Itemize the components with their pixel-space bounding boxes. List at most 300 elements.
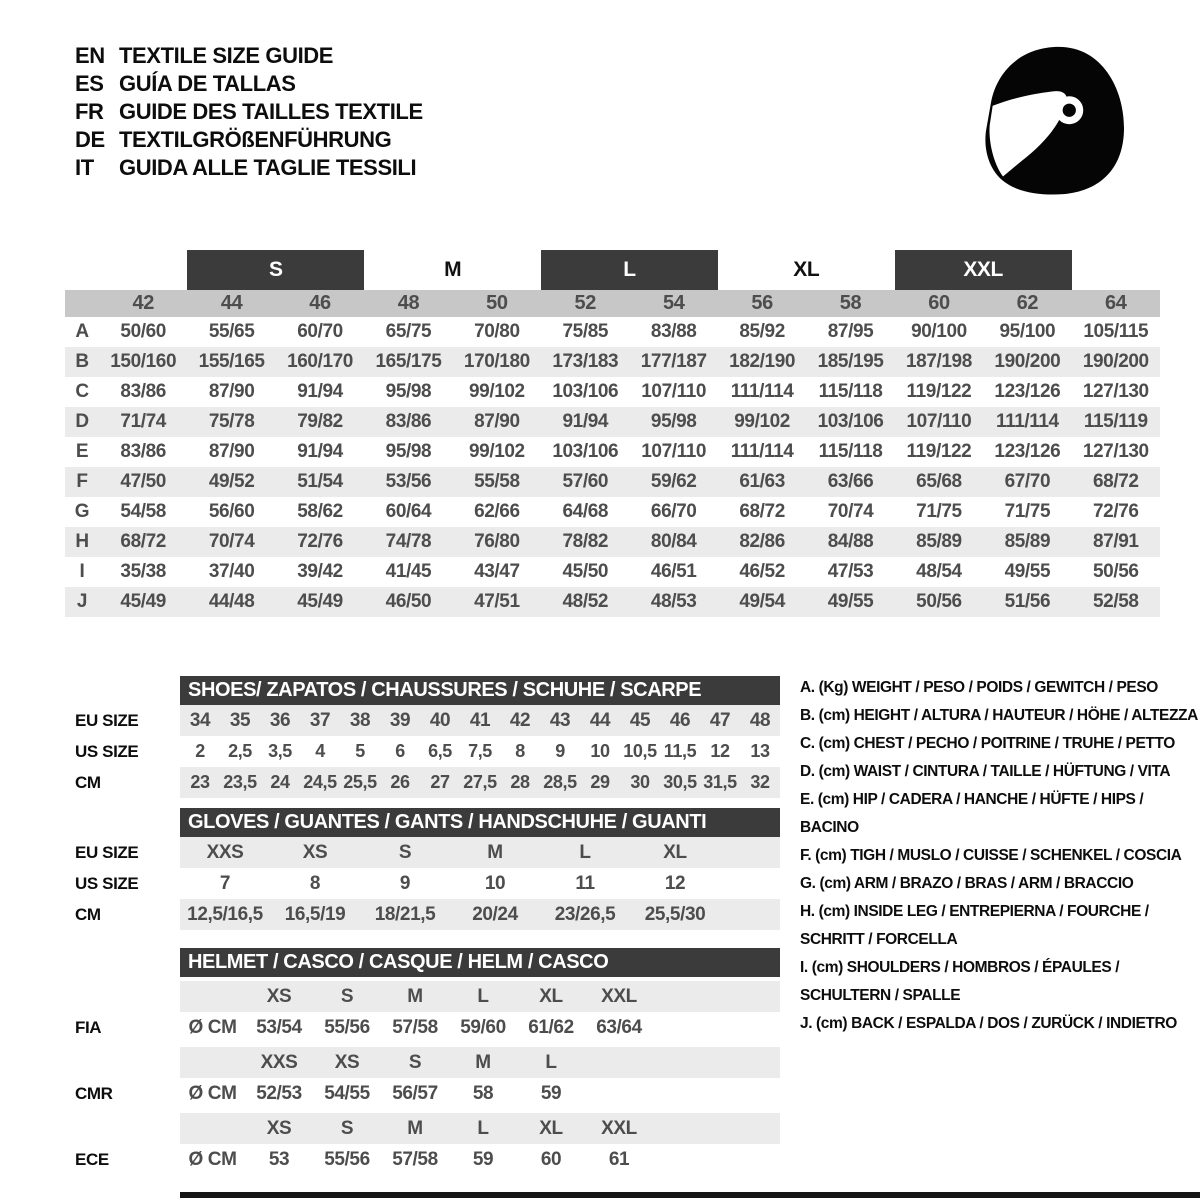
size-cell: 61/62	[528, 1017, 574, 1038]
standard-label: ECE	[75, 1149, 109, 1169]
size-group-cell: XXL	[895, 250, 1072, 290]
row-letter: F	[76, 471, 88, 492]
size-value-cell: 103/106	[552, 441, 619, 462]
size-value-cell: 60/70	[297, 321, 343, 342]
size-cell: XL	[539, 1118, 563, 1139]
size-cell: 36	[269, 710, 291, 731]
size-value-cell: 95/98	[385, 381, 432, 402]
size-cell: 27	[430, 772, 450, 792]
size-value-cell: 52/58	[1093, 591, 1139, 612]
size-cell: XS	[302, 842, 328, 863]
size-value-cell: 115/119	[1083, 411, 1148, 432]
helmet-sizes-row	[180, 1047, 780, 1078]
size-cell: 27,5	[463, 772, 497, 792]
language-code: FR	[75, 99, 104, 124]
size-value-cell: 107/110	[906, 411, 972, 432]
size-value-cell: 107/110	[641, 381, 707, 402]
legend-item: G. (cm) ARM / BRAZO / BRAS / ARM / BRACCIO	[800, 875, 1134, 892]
size-cell: 43	[549, 710, 571, 731]
measurement-rows	[65, 317, 1160, 617]
size-cell: 23/26,5	[554, 904, 616, 925]
gloves-cm-row	[180, 899, 780, 930]
size-value-cell: 37/40	[208, 561, 255, 582]
size-value-cell: 83/88	[650, 321, 697, 342]
language-title: GUIDA ALLE TAGLIE TESSILI	[119, 155, 417, 180]
size-cell: 28	[510, 772, 530, 792]
size-value-cell: 182/190	[729, 351, 796, 372]
size-value-cell: 43/47	[474, 561, 520, 582]
size-number-cell: 42	[132, 292, 154, 314]
size-value-cell: 67/70	[1004, 471, 1051, 492]
size-value-cell: 187/198	[906, 351, 972, 372]
size-group-cell: L	[541, 250, 718, 290]
size-value-cell: 87/91	[1093, 531, 1139, 552]
size-value-cell: 41/45	[385, 561, 432, 582]
diameter-label: Ø CM	[188, 1149, 237, 1170]
size-value-cell: 45/49	[297, 591, 343, 612]
legend-item: J. (cm) BACK / ESPALDA / DOS / ZURÜCK / INDIETRO	[800, 1015, 1177, 1032]
size-value-cell: 115/118	[818, 381, 883, 402]
shoes-section	[75, 676, 780, 798]
size-value-cell: 54/58	[120, 501, 166, 522]
legend-item: D. (cm) WAIST / CINTURA / TAILLE / HÜFTUNG / VITA	[800, 763, 1171, 780]
helmet-values-row	[180, 1012, 780, 1043]
size-value-cell: 127/130	[1082, 441, 1149, 462]
size-value-cell: 87/90	[208, 381, 255, 402]
size-value-cell: 61/63	[739, 471, 785, 492]
size-cell: 24	[270, 772, 290, 792]
legend-item: F. (cm) TIGH / MUSLO / CUISSE / SCHENKEL / COSCIA	[800, 847, 1182, 864]
size-cell: 4	[315, 741, 325, 761]
size-value-cell: 90/100	[911, 321, 967, 342]
size-cell: M	[475, 1052, 491, 1073]
racing-helmet-icon	[975, 32, 1137, 212]
size-value-cell: 68/72	[120, 531, 166, 552]
size-cell: L	[579, 842, 591, 863]
size-value-cell: 79/82	[297, 411, 343, 432]
size-cell: 28,5	[543, 772, 577, 792]
size-cell: 42	[509, 710, 531, 731]
row-letter: D	[75, 411, 89, 432]
size-cell: 24,5	[303, 772, 337, 792]
row-label-eu-size: EU SIZE	[75, 710, 139, 730]
size-group-cell: M	[444, 258, 462, 281]
size-cell: 8	[309, 873, 321, 894]
size-cell: 18/21,5	[374, 904, 436, 925]
size-value-cell: 46/50	[385, 591, 432, 612]
size-cell: 56/57	[392, 1083, 438, 1104]
legend	[800, 674, 1198, 1038]
size-value-cell: 55/58	[474, 471, 520, 492]
size-value-cell: 190/200	[994, 351, 1061, 372]
language-code: DE	[75, 127, 105, 152]
size-value-cell: 119/122	[906, 381, 972, 402]
size-value-cell: 111/114	[730, 381, 794, 402]
size-value-cell: 64/68	[562, 501, 609, 522]
size-cell: 10	[590, 741, 610, 761]
legend-item: H. (cm) INSIDE LEG / ENTREPIERNA / FOURCHE / SCHRITT / FORCELLA	[800, 903, 1149, 948]
size-cell: 61	[608, 1149, 630, 1170]
size-cell: S	[340, 1118, 354, 1139]
size-value-cell: 48/52	[562, 591, 609, 612]
size-cell: 37	[309, 710, 331, 731]
row-label-us-size: US SIZE	[75, 873, 139, 893]
size-cell: L	[477, 986, 489, 1007]
size-cell: 63/64	[596, 1017, 642, 1038]
size-value-cell: 85/89	[1004, 531, 1051, 552]
size-number-cell: 46	[309, 292, 331, 314]
size-cell: 38	[349, 710, 371, 731]
size-value-cell: 80/84	[650, 531, 697, 552]
size-value-cell: 68/72	[1093, 471, 1139, 492]
size-cell: 12	[710, 741, 730, 761]
size-cell: XS	[266, 1118, 292, 1139]
size-value-cell: 83/86	[120, 381, 166, 402]
size-value-cell: 71/74	[120, 411, 166, 432]
size-value-cell: 70/80	[474, 321, 520, 342]
size-value-cell: 84/88	[827, 531, 874, 552]
size-cell: 32	[750, 772, 770, 792]
measurement-row	[65, 407, 1160, 437]
size-cell: 59	[472, 1149, 494, 1170]
size-cell: 16,5/19	[284, 904, 346, 925]
size-value-cell: 185/195	[817, 351, 884, 372]
row-letter: I	[79, 561, 85, 582]
measurement-row	[65, 437, 1160, 467]
size-value-cell: 48/53	[650, 591, 697, 612]
size-number-cell: 56	[751, 292, 773, 314]
size-value-cell: 57/60	[562, 471, 609, 492]
size-number-cell: 54	[662, 292, 685, 314]
size-cell: XXL	[601, 986, 637, 1007]
size-cell: 9	[555, 741, 565, 761]
size-value-cell: 55/65	[208, 321, 255, 342]
size-value-cell: 45/50	[562, 561, 609, 582]
shoes-cm-row	[180, 767, 780, 798]
size-value-cell: 83/86	[385, 411, 432, 432]
helmet-values-row	[180, 1078, 780, 1109]
size-value-cell: 49/55	[827, 591, 874, 612]
size-value-cell: 65/68	[916, 471, 962, 492]
row-label-eu-size: EU SIZE	[75, 842, 139, 862]
size-value-cell: 150/160	[110, 351, 177, 372]
size-cell: 8	[515, 741, 525, 761]
size-value-cell: 103/106	[552, 381, 619, 402]
size-number-band	[65, 290, 1160, 317]
size-cell: 30,5	[663, 772, 697, 792]
size-value-cell: 177/187	[640, 351, 707, 372]
gloves-us-row	[180, 868, 780, 899]
measurement-row	[65, 587, 1160, 617]
row-letter: B	[75, 351, 89, 372]
size-cell: 44	[589, 710, 611, 731]
size-cell: S	[340, 986, 354, 1007]
language-row	[75, 126, 423, 154]
size-number-cell: 44	[220, 292, 243, 314]
size-cell: 60	[540, 1149, 562, 1170]
legend-item: I. (cm) SHOULDERS / HOMBROS / ÉPAULES / SCHULTERN / SPALLE	[800, 959, 1120, 1004]
row-letter: C	[75, 381, 89, 402]
size-cell: 54/55	[324, 1083, 370, 1104]
size-value-cell: 160/170	[287, 351, 353, 372]
size-number-cell: 48	[397, 292, 420, 314]
size-cell: 34	[189, 710, 211, 731]
size-value-cell: 99/102	[469, 381, 525, 402]
size-value-cell: 91/94	[297, 381, 343, 402]
size-value-cell: 75/85	[562, 321, 609, 342]
helmet-sizes-row	[180, 1113, 780, 1144]
size-value-cell: 87/90	[208, 441, 255, 462]
size-cell: 30	[630, 772, 650, 792]
measurement-row	[65, 377, 1160, 407]
size-cell: 7,5	[468, 741, 492, 761]
language-list	[75, 42, 423, 182]
size-cell: 53	[268, 1149, 290, 1170]
measurement-row	[65, 527, 1160, 557]
size-value-cell: 49/55	[1004, 561, 1051, 582]
size-value-cell: 95/98	[385, 441, 432, 462]
size-value-cell: 47/51	[474, 591, 520, 612]
size-value-cell: 47/50	[120, 471, 166, 492]
size-value-cell: 53/56	[385, 471, 432, 492]
size-value-cell: 83/86	[120, 441, 166, 462]
bottom-bar	[180, 1192, 1200, 1198]
size-cell: 12	[664, 873, 686, 894]
language-title: GUÍA DE TALLAS	[119, 71, 296, 96]
size-value-cell: 49/52	[208, 471, 255, 492]
size-cell: XXL	[601, 1118, 637, 1139]
size-value-cell: 60/64	[385, 501, 432, 522]
helmet-section	[75, 948, 780, 1175]
size-number-cell: 58	[839, 292, 862, 314]
size-group-row	[65, 250, 1160, 290]
language-code: IT	[75, 155, 94, 180]
size-value-cell: 78/82	[562, 531, 609, 552]
size-number-cell: 62	[1016, 292, 1039, 314]
size-value-cell: 99/102	[469, 441, 525, 462]
language-row	[75, 98, 423, 126]
size-value-cell: 85/92	[739, 321, 785, 342]
size-value-cell: 50/60	[120, 321, 166, 342]
size-value-cell: 71/75	[1004, 501, 1051, 522]
shoes-title-bar: SHOES/ ZAPATOS / CHAUSSURES / SCHUHE / SCARPE	[180, 676, 780, 705]
size-value-cell: 45/49	[120, 591, 166, 612]
diameter-label: Ø CM	[188, 1017, 237, 1038]
shoes-eu-row	[180, 705, 780, 736]
size-value-cell: 82/86	[739, 531, 785, 552]
size-cell: 6	[395, 741, 405, 761]
size-cell: 59	[540, 1083, 562, 1104]
legend-item: E. (cm) HIP / CADERA / HANCHE / HÜFTE / HIPS / BACINO	[800, 791, 1144, 836]
size-value-cell: 71/75	[916, 501, 962, 522]
size-cell: 35	[229, 710, 251, 731]
size-value-cell: 85/89	[916, 531, 962, 552]
size-value-cell: 70/74	[827, 501, 874, 522]
legend-item: C. (cm) CHEST / PECHO / POITRINE / TRUHE / PETTO	[800, 735, 1175, 752]
size-cell: 9	[399, 873, 411, 894]
size-number-cell: 64	[1105, 292, 1127, 314]
gloves-title-bar: GLOVES / GUANTES / GANTS / HANDSCHUHE / GUANTI	[180, 808, 780, 837]
size-cell: 11	[575, 873, 595, 894]
size-cell: 11,5	[663, 741, 697, 761]
size-cell: 55/56	[324, 1149, 370, 1170]
size-cell: 40	[429, 710, 451, 731]
size-cell: 2	[195, 741, 205, 761]
size-cell: 26	[390, 772, 410, 792]
size-cell: 48	[749, 710, 771, 731]
size-value-cell: 95/98	[650, 411, 697, 432]
size-value-cell: 103/106	[817, 411, 884, 432]
size-value-cell: 65/75	[385, 321, 432, 342]
size-cell: 57/58	[392, 1017, 438, 1038]
gloves-eu-row	[180, 837, 780, 868]
size-cell: 23,5	[223, 772, 257, 792]
size-cell: XXS	[260, 1052, 298, 1073]
measurement-row	[65, 557, 1160, 587]
size-value-cell: 74/78	[385, 531, 432, 552]
size-value-cell: 105/115	[1083, 321, 1149, 342]
size-cell: M	[487, 842, 503, 863]
size-cell: 53/54	[256, 1017, 302, 1038]
measurement-row	[65, 467, 1160, 497]
size-value-cell: 76/80	[474, 531, 520, 552]
language-code: EN	[75, 43, 105, 68]
size-value-cell: 87/90	[474, 411, 520, 432]
size-cell: 25,5/30	[644, 904, 706, 925]
row-letter: H	[75, 531, 89, 552]
size-value-cell: 50/56	[1093, 561, 1139, 582]
size-cell: 41	[469, 710, 491, 731]
size-value-cell: 51/56	[1004, 591, 1051, 612]
size-value-cell: 91/94	[297, 441, 343, 462]
size-value-cell: 170/180	[463, 351, 530, 372]
size-value-cell: 123/126	[994, 441, 1061, 462]
measurement-row	[65, 317, 1160, 347]
language-title: TEXTILE SIZE GUIDE	[119, 43, 334, 68]
size-value-cell: 63/66	[827, 471, 874, 492]
size-cell: 57/58	[392, 1149, 438, 1170]
size-value-cell: 87/95	[827, 321, 874, 342]
size-cell: 10	[484, 873, 506, 894]
size-value-cell: 165/175	[375, 351, 442, 372]
size-cell: 47	[709, 710, 731, 731]
size-value-cell: 70/74	[208, 531, 255, 552]
size-value-cell: 95/100	[999, 321, 1056, 342]
size-cell: 25,5	[343, 772, 377, 792]
size-cell: 29	[590, 772, 610, 792]
size-value-cell: 49/54	[739, 591, 785, 612]
size-value-cell: 155/165	[198, 351, 265, 372]
size-value-cell: 99/102	[734, 411, 790, 432]
size-value-cell: 173/183	[552, 351, 619, 372]
size-value-cell: 111/114	[730, 441, 794, 462]
size-cell: 13	[750, 741, 770, 761]
size-value-cell: 115/118	[818, 441, 883, 462]
size-value-cell: 123/126	[994, 381, 1061, 402]
size-number-cell: 52	[574, 292, 596, 314]
size-value-cell: 46/52	[739, 561, 785, 582]
size-cell: XS	[266, 986, 292, 1007]
size-cell: 10,5	[623, 741, 657, 761]
size-number-cell: 50	[486, 292, 508, 314]
language-title: TEXTILGRÖßENFÜHRUNG	[119, 127, 392, 152]
size-value-cell: 190/200	[1082, 351, 1149, 372]
language-row	[75, 154, 423, 182]
size-group-cell: S	[187, 250, 364, 290]
helmet-title-bar: HELMET / CASCO / CASQUE / HELM / CASCO	[180, 948, 780, 977]
measurement-row	[65, 347, 1160, 377]
size-cell: 12,5/16,5	[187, 904, 263, 925]
standard-label: FIA	[75, 1017, 102, 1037]
size-cell: 55/56	[324, 1017, 370, 1038]
size-cell: XXS	[206, 842, 244, 863]
size-cell: S	[398, 842, 412, 863]
legend-item: B. (cm) HEIGHT / ALTURA / HAUTEUR / HÖHE / ALTEZZA	[800, 707, 1198, 724]
size-cell: L	[477, 1118, 489, 1139]
size-cell: 5	[355, 741, 365, 761]
size-cell: 39	[389, 710, 411, 731]
textile-size-table	[65, 250, 1160, 617]
size-value-cell: 75/78	[208, 411, 255, 432]
size-cell: M	[407, 1118, 423, 1139]
legend-item: A. (Kg) WEIGHT / PESO / POIDS / GEWITCH / PESO	[800, 679, 1158, 696]
row-letter: A	[75, 321, 89, 342]
size-cell: L	[545, 1052, 557, 1073]
size-cell: 23	[190, 772, 210, 792]
size-cell: XL	[663, 842, 687, 863]
size-value-cell: 39/42	[297, 561, 343, 582]
size-cell: 59/60	[460, 1017, 506, 1038]
size-cell: S	[408, 1052, 422, 1073]
size-cell: 7	[219, 873, 231, 894]
row-label-cm: CM	[75, 904, 101, 924]
size-cell: 6,5	[428, 741, 452, 761]
size-cell: 20/24	[472, 904, 518, 925]
size-number-cell: 60	[928, 292, 950, 314]
size-cell: 58	[472, 1083, 494, 1104]
size-group-cell: XL	[793, 258, 820, 281]
size-value-cell: 62/66	[474, 501, 520, 522]
size-cell: 46	[669, 710, 691, 731]
diameter-label: Ø CM	[188, 1083, 237, 1104]
language-code: ES	[75, 71, 104, 96]
size-value-cell: 46/51	[650, 561, 697, 582]
language-title: GUIDE DES TAILLES TEXTILE	[119, 99, 423, 124]
size-cell: XS	[334, 1052, 360, 1073]
size-value-cell: 50/56	[916, 591, 962, 612]
size-value-cell: 59/62	[650, 471, 697, 492]
size-cell: 2,5	[228, 741, 252, 761]
size-value-cell: 66/70	[650, 501, 697, 522]
size-cell: 52/53	[256, 1083, 302, 1104]
size-value-cell: 48/54	[916, 561, 962, 582]
size-value-cell: 35/38	[120, 561, 166, 582]
size-value-cell: 72/76	[297, 531, 343, 552]
size-value-cell: 119/122	[906, 441, 972, 462]
size-value-cell: 56/60	[208, 501, 255, 522]
size-value-cell: 58/62	[297, 501, 343, 522]
size-value-cell: 44/48	[208, 591, 255, 612]
row-label-us-size: US SIZE	[75, 741, 139, 761]
size-cell: M	[407, 986, 423, 1007]
size-cell: XL	[539, 986, 563, 1007]
size-value-cell: 72/76	[1093, 501, 1139, 522]
row-letter: J	[76, 591, 88, 612]
size-value-cell: 127/130	[1082, 381, 1149, 402]
size-cell: 3,5	[268, 741, 292, 761]
size-value-cell: 91/94	[562, 411, 609, 432]
row-letter: E	[75, 441, 89, 462]
